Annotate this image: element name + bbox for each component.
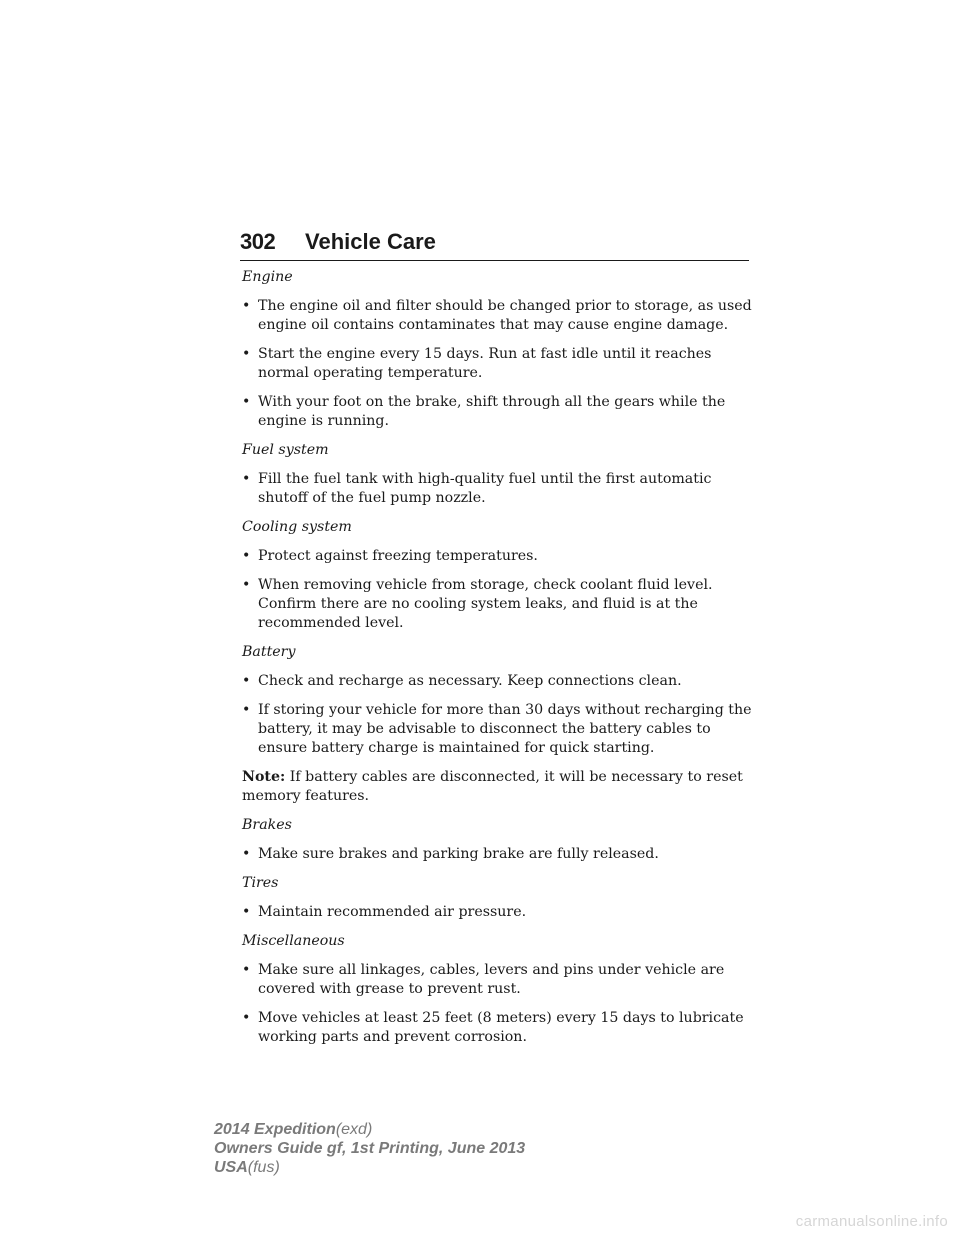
bullet-icon: • <box>242 1010 251 1026</box>
bullet-icon: • <box>242 577 251 593</box>
footer-region: USA <box>214 1159 248 1176</box>
note-text: If battery cables are disconnected, it will be necessary to reset memory features. <box>242 769 743 804</box>
list-item <box>242 576 752 633</box>
page-number: 302 <box>240 229 276 254</box>
battery-note <box>242 768 752 806</box>
note-label: Note: <box>242 769 286 785</box>
list-item <box>242 297 752 335</box>
footer-line-1 <box>214 1120 525 1139</box>
bullet-list <box>242 672 752 758</box>
list-item <box>242 470 752 508</box>
section-miscellaneous <box>242 932 752 1047</box>
section-cooling-system <box>242 518 752 633</box>
bullet-icon: • <box>242 471 251 487</box>
list-item <box>242 845 752 864</box>
list-item-text: Check and recharge as necessary. Keep connections clean. <box>258 673 682 689</box>
list-item <box>242 1009 752 1047</box>
section-heading: Battery <box>242 644 296 660</box>
list-item <box>242 903 752 922</box>
section-heading: Engine <box>242 269 293 285</box>
section-heading: Fuel system <box>242 442 329 458</box>
list-item-text: With your foot on the brake, shift through all the gears while the engine is running. <box>258 394 726 429</box>
list-item-text: If storing your vehicle for more than 30 days without recharging the battery, it may be advisable to disconnect the battery cables to ensure battery charge is maintained for quick starting. <box>258 702 752 756</box>
footer-region-code: (fus) <box>247 1159 280 1176</box>
list-item-text: Fill the fuel tank with high-quality fuel until the first automatic shutoff of the fuel pump nozzle. <box>258 471 712 506</box>
footer-model: 2014 Expedition <box>214 1121 336 1138</box>
bullet-icon: • <box>242 298 251 314</box>
bullet-list <box>242 547 752 633</box>
list-item-text: The engine oil and filter should be changed prior to storage, as used engine oil contains contaminates that may cause engine damage. <box>258 298 752 333</box>
bullet-icon: • <box>242 904 251 920</box>
bullet-icon: • <box>242 673 251 689</box>
list-item <box>242 393 752 431</box>
list-item-text: When removing vehicle from storage, check coolant fluid level. Confirm there are no cooling system leaks, and fluid is at the recommended level. <box>258 577 713 631</box>
footer-model-code: (exd) <box>335 1121 373 1138</box>
bullet-icon: • <box>242 962 251 978</box>
section-heading: Brakes <box>242 817 292 833</box>
footer-line-3 <box>214 1158 525 1177</box>
list-item <box>242 961 752 999</box>
list-item-text: Move vehicles at least 25 feet (8 meters) every 15 days to lubricate working parts and prevent corrosion. <box>258 1010 744 1045</box>
bullet-icon: • <box>242 702 251 718</box>
bullet-list <box>242 470 752 508</box>
list-item-text: Protect against freezing temperatures. <box>258 548 538 564</box>
list-item-text: Start the engine every 15 days. Run at fast idle until it reaches normal operating temperature. <box>258 346 712 381</box>
bullet-icon: • <box>242 394 251 410</box>
bullet-icon: • <box>242 846 251 862</box>
bullet-list <box>242 297 752 431</box>
watermark: carmanualsonline.info <box>795 1213 948 1230</box>
content-body <box>242 268 752 1057</box>
page-header <box>240 226 749 261</box>
bullet-list <box>242 903 752 922</box>
footer-line-2: Owners Guide gf, 1st Printing, June 2013 <box>214 1140 526 1157</box>
bullet-list <box>242 961 752 1047</box>
bullet-icon: • <box>242 346 251 362</box>
list-item <box>242 547 752 566</box>
section-fuel-system <box>242 441 752 508</box>
bullet-list <box>242 845 752 864</box>
section-heading: Miscellaneous <box>242 933 345 949</box>
section-battery <box>242 643 752 806</box>
section-engine <box>242 268 752 431</box>
list-item <box>242 345 752 383</box>
section-tires <box>242 874 752 922</box>
print-footer <box>214 1120 525 1177</box>
section-brakes <box>242 816 752 864</box>
list-item-text: Maintain recommended air pressure. <box>258 904 527 920</box>
section-heading: Cooling system <box>242 519 352 535</box>
bullet-icon: • <box>242 548 251 564</box>
list-item <box>242 701 752 758</box>
list-item <box>242 672 752 691</box>
section-heading: Tires <box>242 875 279 891</box>
list-item-text: Make sure brakes and parking brake are fully released. <box>258 846 659 862</box>
list-item-text: Make sure all linkages, cables, levers and pins under vehicle are covered with grease to prevent rust. <box>258 962 725 997</box>
page-title: Vehicle Care <box>305 229 436 254</box>
